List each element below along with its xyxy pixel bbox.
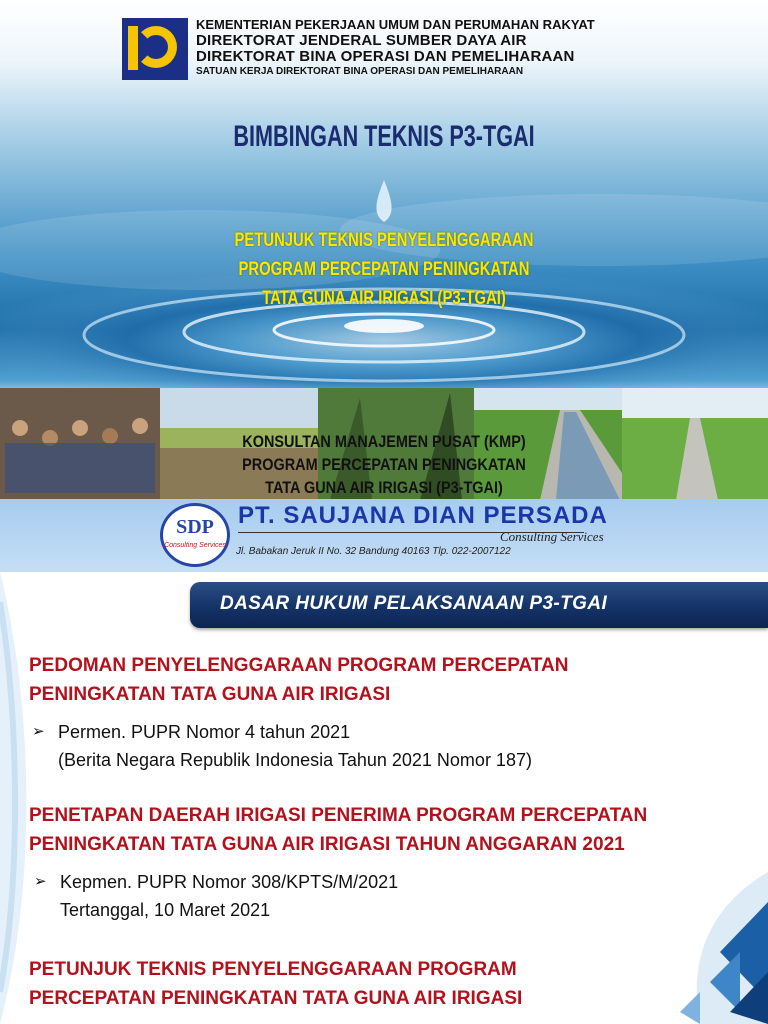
bullet-line: (Berita Negara Republik Indonesia Tahun 2021 Nomor 187) xyxy=(58,750,532,770)
company-logo-text: SDP xyxy=(176,516,214,538)
kmp-caption-line: TATA GUNA AIR IRIGASI (P3-TGAI) xyxy=(265,478,503,497)
ministry-logo xyxy=(122,18,188,80)
bullet-item-permen xyxy=(32,718,532,774)
company-address: Jl. Babakan Jeruk II No. 32 Bandung 40163 Tlp. 022-2007122 xyxy=(236,546,511,557)
company-service: Consulting Services xyxy=(500,529,604,544)
heading-line: PENINGKATAN TATA GUNA AIR IRIGASI TAHUN ANGGARAN 2021 xyxy=(29,834,625,855)
kmp-caption xyxy=(241,430,527,499)
section-heading-guidelines xyxy=(29,651,749,709)
arrow-bullet-icon: ➢ xyxy=(32,723,45,740)
heading-line: PETUNJUK TEKNIS PENYELENGGARAAN PROGRAM xyxy=(29,959,517,980)
directorate-line: DIREKTORAT BINA OPERASI DAN PEMELIHARAAN xyxy=(196,48,575,65)
legal-basis-slide xyxy=(0,572,768,1024)
heading-line: PERCEPATAN PENINGKATAN TATA GUNA AIR IRIGASI xyxy=(29,988,523,1009)
cover-subtitle-line: TATA GUNA AIR IRIGASI (P3-TGAI) xyxy=(262,288,506,309)
company-logo-subtext: Consulting Services xyxy=(164,542,226,549)
bullet-item-kepmen xyxy=(34,868,399,924)
bullet-line: Kepmen. PUPR Nomor 308/KPTS/M/2021 xyxy=(60,872,399,892)
cover-title: BIMBINGAN TEKNIS P3-TGAI xyxy=(233,120,535,153)
kmp-caption-line: KONSULTAN MANAJEMEN PUSAT (KMP) xyxy=(242,432,526,451)
work-unit-line: SATUAN KERJA DIREKTORAT BINA OPERASI DAN PEMELIHARAAN xyxy=(196,66,524,77)
kmp-caption-line: PROGRAM PERCEPATAN PENINGKATAN xyxy=(242,455,526,474)
company-name: PT. SAUJANA DIAN PERSADA xyxy=(238,502,608,529)
heading-line: PENINGKATAN TATA GUNA AIR IRIGASI xyxy=(29,684,391,705)
directorate-general-line: DIREKTORAT JENDERAL SUMBER DAYA AIR xyxy=(196,32,527,49)
cover-subtitle-line: PETUNJUK TEKNIS PENYELENGGARAAN xyxy=(234,230,534,251)
company-logo xyxy=(160,503,230,567)
ministry-line: KEMENTERIAN PEKERJAAN UMUM DAN PERUMAHAN RAKYAT xyxy=(196,17,595,32)
heading-line: PEDOMAN PENYELENGGARAAN PROGRAM PERCEPATAN xyxy=(29,655,569,676)
arrow-bullet-icon: ➢ xyxy=(34,873,47,890)
ministry-header xyxy=(196,17,595,78)
section-banner xyxy=(190,582,768,628)
cover-subtitle-line: PROGRAM PERCEPATAN PENINGKATAN xyxy=(238,259,530,280)
bullet-line: Tertanggal, 10 Maret 2021 xyxy=(60,900,271,920)
cover-subtitle xyxy=(84,226,683,313)
section-banner-title: DASAR HUKUM PELAKSANAAN P3-TGAI xyxy=(220,593,608,614)
section-heading-determination xyxy=(29,801,749,859)
section-heading-technical-guide xyxy=(29,955,749,1013)
heading-line: PENETAPAN DAERAH IRIGASI PENERIMA PROGRAM PERCEPATAN xyxy=(29,805,648,826)
bullet-line: Permen. PUPR Nomor 4 tahun 2021 xyxy=(58,722,351,742)
